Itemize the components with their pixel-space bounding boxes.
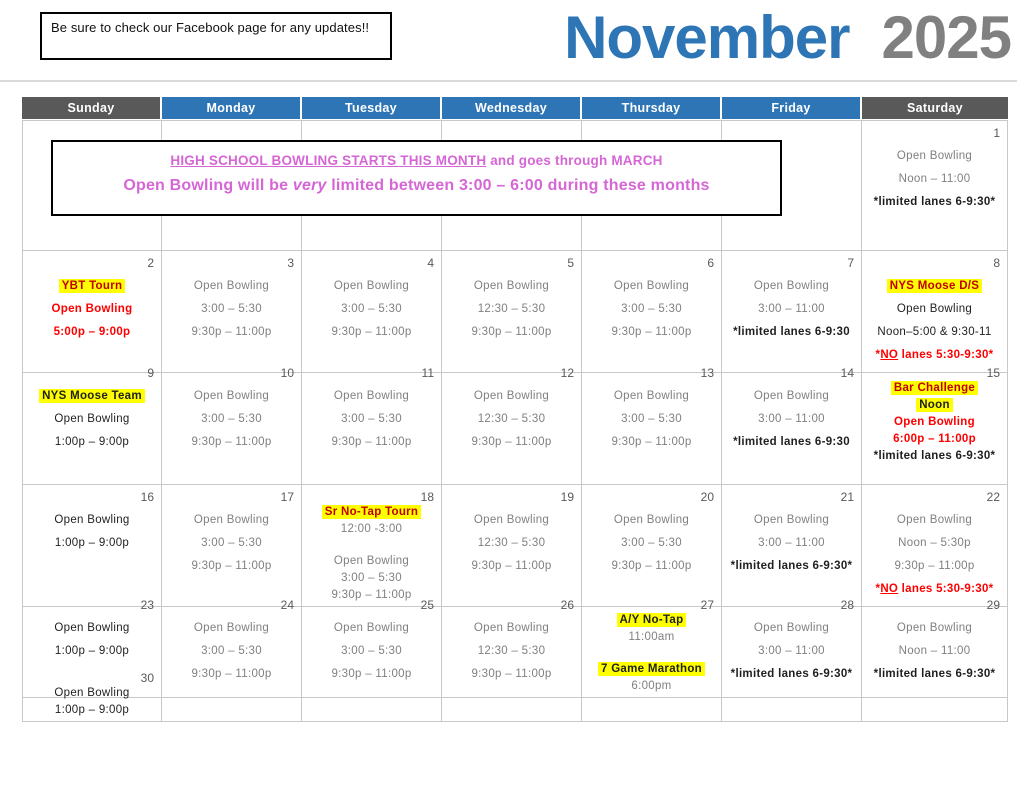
day-cell-6 xyxy=(582,251,722,373)
event-line: Noon – 11:00 xyxy=(898,645,971,657)
event-line: Open Bowling xyxy=(54,514,130,526)
highlight: A/Y No-Tap xyxy=(617,613,687,627)
event-line: *limited lanes 6-9:30* xyxy=(730,560,853,572)
day-number: 25 xyxy=(420,598,434,612)
event-line: 3:00 – 11:00 xyxy=(758,303,825,315)
event-line: Open Bowling xyxy=(896,150,973,162)
day-number: 7 xyxy=(847,256,854,270)
day-number: 13 xyxy=(700,366,714,380)
event-label xyxy=(584,614,719,627)
event-line: 12:30 – 5:30 xyxy=(477,645,546,657)
event-line: Noon–5:00 & 9:30-11 xyxy=(877,326,992,338)
day-number xyxy=(162,666,301,685)
highlight: Sr No-Tap Tourn xyxy=(322,505,422,519)
day-number: 30 xyxy=(140,671,154,685)
weekday-header-saturday: Saturday xyxy=(862,97,1008,119)
day-number: 22 xyxy=(986,490,1000,504)
event-line: Open Bowling xyxy=(896,622,973,634)
weekday-header-tuesday: Tuesday xyxy=(302,97,442,119)
event-line: 3:00 – 5:30 xyxy=(341,645,402,657)
weekday-header-friday: Friday xyxy=(722,97,862,119)
event-line: 9:30p – 11:00p xyxy=(611,326,692,338)
year-title: 2025 xyxy=(881,4,1011,71)
event-line: Open Bowling xyxy=(753,622,830,634)
event-line: 12:30 – 5:30 xyxy=(477,537,546,549)
event-line: 1:00p – 9:00p xyxy=(54,704,130,716)
empty-cell xyxy=(302,666,442,721)
event-line: Open Bowling xyxy=(473,390,550,402)
day-number: 11 xyxy=(421,366,434,380)
weekday-header-thursday: Thursday xyxy=(582,97,722,119)
weekday-header-monday: Monday xyxy=(162,97,302,119)
weekday-header-sunday: Sunday xyxy=(22,97,162,119)
day-cell-13 xyxy=(582,361,722,485)
event-line: 12:30 – 5:30 xyxy=(477,413,546,425)
event-line: Open Bowling xyxy=(613,390,690,402)
event-line: *limited lanes 6-9:30 xyxy=(733,436,850,448)
day-number: 21 xyxy=(840,490,854,504)
event-line: Open Bowling xyxy=(894,416,975,428)
day-cell-14 xyxy=(722,361,862,485)
day-number: 16 xyxy=(140,490,154,504)
day-number: 27 xyxy=(700,598,714,612)
day-number xyxy=(442,666,581,685)
day-number: 8 xyxy=(993,256,1000,270)
event-line: Open Bowling xyxy=(54,622,130,634)
event-line: Open Bowling xyxy=(333,390,410,402)
highlight: NYS Moose D/S xyxy=(887,279,983,293)
event-line: 12:00 -3:00 xyxy=(340,523,403,535)
event-line: 3:00 – 5:30 xyxy=(201,303,262,315)
weekday-header-row xyxy=(22,97,1008,119)
day-cell-10 xyxy=(162,361,302,485)
day-cell-1 xyxy=(862,121,1007,251)
event-line: 3:00 – 5:30 xyxy=(621,537,682,549)
event-line: 9:30p – 11:00p xyxy=(471,560,552,572)
day-cell-17 xyxy=(162,485,302,607)
event-line: 3:00 – 5:30 xyxy=(341,413,402,425)
event-line: 12:30 – 5:30 xyxy=(477,303,546,315)
highlight: Noon xyxy=(916,398,953,412)
empty-cell xyxy=(862,666,1007,721)
event-line: Open Bowling xyxy=(54,687,130,699)
event-line: *limited lanes 6-9:30* xyxy=(873,196,996,208)
week-row-6 xyxy=(23,666,1007,721)
event-line: 3:00 – 5:30 xyxy=(621,413,682,425)
event-line: 3:00 – 5:30 xyxy=(341,303,402,315)
event-line: Open Bowling xyxy=(193,514,270,526)
day-cell-12 xyxy=(442,361,582,485)
week-row-3 xyxy=(23,361,1007,485)
event-line: *limited lanes 6-9:30* xyxy=(873,450,996,462)
event-line: 9:30p – 11:00p xyxy=(331,668,412,680)
day-number xyxy=(23,121,161,140)
calendar-grid xyxy=(22,120,1008,722)
event-line: Open Bowling xyxy=(333,622,410,634)
day-cell-3 xyxy=(162,251,302,373)
event-label xyxy=(864,399,1005,412)
weekday-header-wednesday: Wednesday xyxy=(442,97,582,119)
day-number xyxy=(302,666,441,685)
event-line: Open Bowling xyxy=(753,390,830,402)
event-line: 1:00p – 9:00p xyxy=(54,537,130,549)
event-line: 9:30p – 11:00p xyxy=(471,668,552,680)
event-line: 9:30p – 11:00p xyxy=(611,560,692,572)
event-line: Open Bowling xyxy=(896,303,973,315)
day-cell-20 xyxy=(582,485,722,607)
day-number: 4 xyxy=(427,256,434,270)
announcement-line-2: Open Bowling will be very limited between 3:00 – 6:00 during these months xyxy=(123,177,710,194)
event-line: 1:00p – 9:00p xyxy=(54,645,130,657)
highlight: 7 Game Marathon xyxy=(598,662,705,676)
event-line: Open Bowling xyxy=(54,413,130,425)
event-line: 9:30p – 11:00p xyxy=(471,326,552,338)
event-line: 6:00pm xyxy=(631,680,672,692)
event-line: 9:30p – 11:00p xyxy=(611,436,692,448)
day-number: 28 xyxy=(840,598,854,612)
day-cell-16 xyxy=(23,485,162,607)
week-row-5 xyxy=(23,593,1007,692)
event-line: *NO lanes 5:30-9:30* xyxy=(875,583,994,595)
day-cell-4 xyxy=(302,251,442,373)
day-number: 15 xyxy=(986,366,1000,380)
event-line: Open Bowling xyxy=(193,622,270,634)
announcement-box xyxy=(51,140,782,216)
day-number xyxy=(302,121,441,140)
event-label xyxy=(25,390,159,403)
day-number xyxy=(442,121,581,140)
day-cell-7 xyxy=(722,251,862,373)
day-number: 17 xyxy=(280,490,294,504)
event-line: 3:00 – 5:30 xyxy=(341,572,402,584)
day-number: 14 xyxy=(840,366,854,380)
month-title: November xyxy=(564,4,850,71)
event-line: *NO lanes 5:30-9:30* xyxy=(875,349,994,361)
day-number: 12 xyxy=(560,366,574,380)
event-line: 9:30p – 11:00p xyxy=(191,668,272,680)
event-line: Open Bowling xyxy=(896,514,973,526)
week-row-4 xyxy=(23,485,1007,601)
day-number: 9 xyxy=(147,366,154,380)
event-line: 3:00 – 5:30 xyxy=(621,303,682,315)
event-line: 6:00p – 11:00p xyxy=(893,433,976,445)
day-number: 24 xyxy=(280,598,294,612)
event-line: 3:00 – 5:30 xyxy=(201,537,262,549)
day-number xyxy=(722,121,861,140)
day-number xyxy=(722,666,861,685)
day-cell-21 xyxy=(722,485,862,607)
event-line: *limited lanes 6-9:30* xyxy=(873,668,996,680)
event-line: 9:30p – 11:00p xyxy=(331,326,412,338)
day-number: 6 xyxy=(707,256,714,270)
event-line: 9:30p – 11:00p xyxy=(191,326,272,338)
day-cell-30 xyxy=(23,666,162,721)
day-cell-18 xyxy=(302,485,442,607)
calendar xyxy=(22,97,1008,722)
event-line: *limited lanes 6-9:30* xyxy=(730,668,853,680)
empty-cell xyxy=(722,666,862,721)
facebook-note-box xyxy=(40,12,392,60)
event-label xyxy=(304,506,439,519)
event-line: 9:30p – 11:00p xyxy=(191,436,272,448)
event-line: 9:30p – 11:00p xyxy=(471,436,552,448)
event-line: Open Bowling xyxy=(473,514,550,526)
event-line: 5:00p – 9:00p xyxy=(53,326,131,338)
day-cell-9 xyxy=(23,361,162,485)
empty-cell xyxy=(582,666,722,721)
announcement-underlined-text: HIGH SCHOOL BOWLING STARTS THIS MONTH xyxy=(170,153,487,168)
day-number: 20 xyxy=(700,490,714,504)
event-line: *limited lanes 6-9:30 xyxy=(733,326,850,338)
event-line: Open Bowling xyxy=(753,514,830,526)
day-cell-22 xyxy=(862,485,1007,607)
facebook-note-text: Be sure to check our Facebook page for any updates!! xyxy=(51,20,370,35)
event-line: 11:00am xyxy=(628,631,675,643)
event-line: 3:00 – 11:00 xyxy=(758,645,825,657)
page-title xyxy=(564,0,1011,76)
event-line: Open Bowling xyxy=(613,280,690,292)
event-line: Open Bowling xyxy=(193,390,270,402)
day-number: 10 xyxy=(280,366,294,380)
event-line: 3:00 – 5:30 xyxy=(201,645,262,657)
event-line: Open Bowling xyxy=(613,514,690,526)
day-cell-8 xyxy=(862,251,1007,373)
highlight: YBT Tourn xyxy=(59,279,126,293)
event-line: Open Bowling xyxy=(473,622,550,634)
empty-cell xyxy=(442,666,582,721)
event-line: Open Bowling xyxy=(333,280,410,292)
event-line: 3:00 – 5:30 xyxy=(201,413,262,425)
day-number: 2 xyxy=(147,256,154,270)
day-number xyxy=(162,121,301,140)
event-line: 3:00 – 11:00 xyxy=(758,413,825,425)
day-cell-5 xyxy=(442,251,582,373)
day-number: 19 xyxy=(560,490,574,504)
day-cell-19 xyxy=(442,485,582,607)
empty-cell xyxy=(162,666,302,721)
event-line: 9:30p – 11:00p xyxy=(894,560,975,572)
event-line: Noon – 11:00 xyxy=(898,173,971,185)
day-number: 23 xyxy=(140,598,154,612)
event-line: Open Bowling xyxy=(473,280,550,292)
day-number: 3 xyxy=(287,256,294,270)
day-number xyxy=(582,666,721,685)
announcement-line-1: HIGH SCHOOL BOWLING STARTS THIS MONTH and goes through MARCH xyxy=(170,153,663,168)
day-number: 26 xyxy=(560,598,574,612)
event-line: Open Bowling xyxy=(51,303,133,315)
day-number: 5 xyxy=(567,256,574,270)
event-line: 1:00p – 9:00p xyxy=(54,436,130,448)
day-number: 18 xyxy=(420,490,434,504)
event-line: 9:30p – 11:00p xyxy=(191,560,272,572)
highlight: Bar Challenge xyxy=(891,381,978,395)
event-label xyxy=(864,382,1005,395)
day-number xyxy=(862,666,1007,685)
event-line: 9:30p – 11:00p xyxy=(331,589,412,601)
event-line: 9:30p – 11:00p xyxy=(331,436,412,448)
header-divider xyxy=(0,80,1017,82)
day-number: 29 xyxy=(986,598,1000,612)
day-cell-15 xyxy=(862,361,1007,485)
day-number: 1 xyxy=(993,126,1000,140)
event-line: Noon – 5:30p xyxy=(898,537,971,549)
event-line: Open Bowling xyxy=(753,280,830,292)
week-row-2 xyxy=(23,251,1007,361)
event-line: Open Bowling xyxy=(193,280,270,292)
event-line: Open Bowling xyxy=(333,555,410,567)
event-line: 3:00 – 11:00 xyxy=(758,537,825,549)
event-label xyxy=(864,280,1005,293)
event-label xyxy=(25,280,159,293)
day-cell-2 xyxy=(23,251,162,373)
day-number xyxy=(582,121,721,140)
highlight: NYS Moose Team xyxy=(39,389,145,403)
day-cell-11 xyxy=(302,361,442,485)
